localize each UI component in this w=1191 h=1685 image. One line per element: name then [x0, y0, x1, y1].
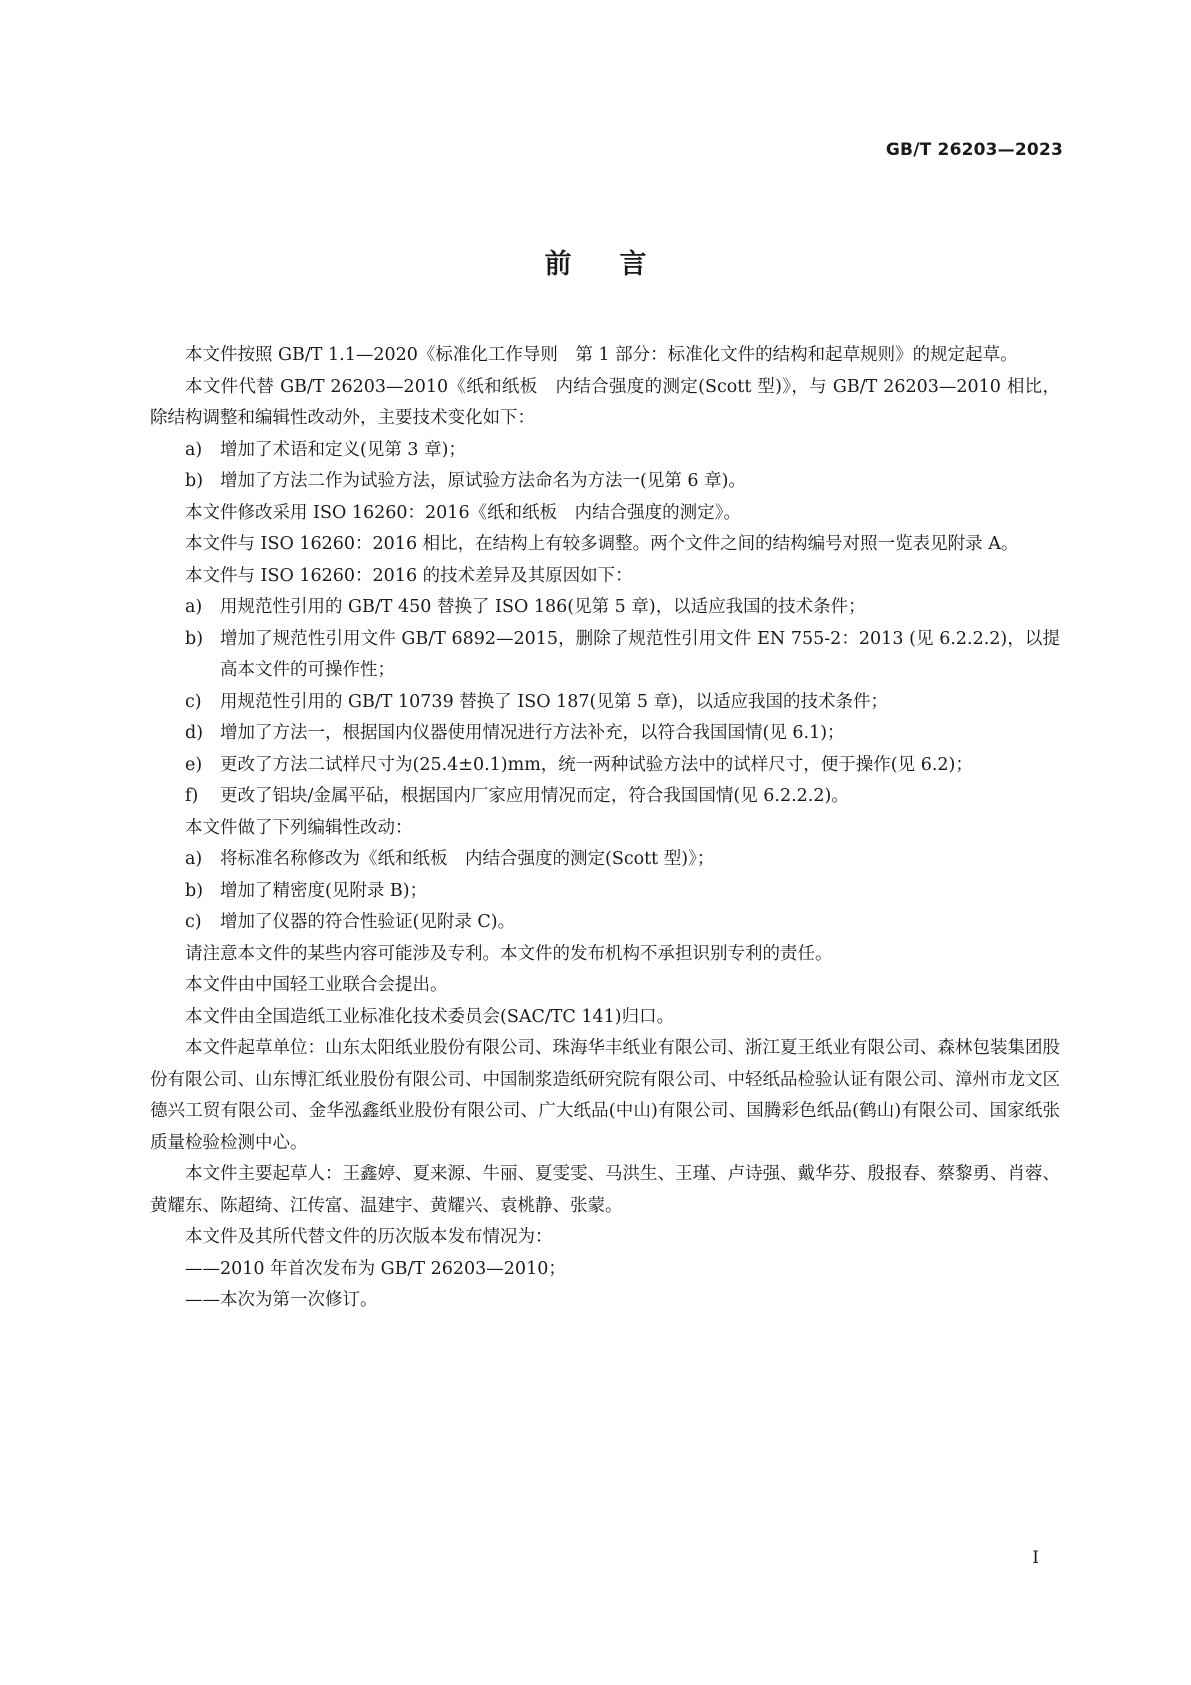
paragraph-iso-adoption: 本文件修改采用 ISO 16260：2016《纸和纸板 内结合强度的测定》。	[185, 502, 741, 523]
list-item	[150, 750, 1060, 782]
history-list	[150, 1254, 1060, 1317]
list-item	[150, 844, 1060, 876]
standard-code: GB/T 26203—2023	[885, 140, 1063, 160]
history-item: ——本次为第一次修订。	[185, 1290, 378, 1310]
paragraph-drafting-units: 本文件起草单位：山东太阳纸业股份有限公司、珠海华丰纸业有限公司、浙江夏王纸业有限公司、森林包装集团股份有限公司、山东博汇纸业股份有限公司、中国制浆造纸研究院有限公司、中轻纸品检验认证有限公司、漳州市龙文区德兴工贸有限公司、金华泓鑫纸业股份有限公司、广大纸品(中山)有限公司、国腾彩色纸品(鹤山)有限公司、国家纸张质量检验检测中心。	[150, 1038, 1060, 1153]
list-item	[150, 718, 1060, 750]
list-marker: b)	[185, 880, 204, 901]
list-marker: e)	[185, 754, 203, 775]
list-item	[150, 876, 1060, 908]
list-marker: b)	[185, 471, 204, 491]
list-item-text: 增加了规范性引用文件 GB/T 6892—2015，删除了规范性引用文件 EN 755-2：2013 (见 6.2.2.2)，以提高本文件的可操作性；	[220, 628, 1060, 680]
page-number: I	[1032, 1548, 1039, 1568]
paragraph-version-history: 本文件及其所代替文件的历次版本发布情况为：	[185, 1227, 553, 1247]
list-item	[150, 687, 1060, 719]
paragraph-tech-differences: 本文件与 ISO 16260：2016 的技术差异及其原因如下：	[185, 565, 633, 586]
list-item	[150, 781, 1060, 813]
page-title: 前言	[544, 249, 695, 280]
list-marker: a)	[185, 439, 203, 460]
list-item-text: 增加了方法一，根据国内仪器使用情况进行方法补充，以符合我国国情(见 6.1)；	[220, 723, 845, 743]
list-marker: a)	[185, 597, 203, 617]
list-item-text: 增加了术语和定义(见第 3 章)；	[220, 439, 466, 460]
paragraph-editorial-changes: 本文件做了下列编辑性改动：	[185, 817, 413, 838]
list-item-text: 用规范性引用的 GB/T 450 替换了 ISO 186(见第 5 章)，以适应我国的技术条件；	[220, 597, 866, 617]
foreword-body	[150, 340, 1060, 1317]
list-item-text: 将标准名称修改为《纸和纸板 内结合强度的测定(Scott 型)》；	[220, 849, 715, 869]
list-item	[150, 435, 1060, 467]
list-marker: d)	[185, 723, 204, 743]
paragraph-replaces: 本文件代替 GB/T 26203—2010《纸和纸板 内结合强度的测定(Scott 型)》，与 GB/T 26203—2010 相比，除结构调整和编辑性改动外，主要技术变化如下：	[150, 376, 1060, 428]
paragraph-technical-committee: 本文件由全国造纸工业标准化技术委员会(SAC/TC 141)归口。	[185, 1006, 675, 1027]
paragraph-drafters: 本文件主要起草人：王鑫婷、夏来源、牛丽、夏雯雯、马洪生、王瑾、卢诗强、戴华芬、殷报春、蔡黎勇、肖蓉、黄耀东、陈超绮、江传富、温建宇、黄耀兴、袁桃静、张蒙。	[150, 1164, 1060, 1216]
list-item-text: 用规范性引用的 GB/T 10739 替换了 ISO 187(见第 5 章)，以适应我国的技术条件；	[220, 691, 888, 712]
list-marker: b)	[185, 628, 204, 649]
list-item-text: 增加了方法二作为试验方法，原试验方法命名为方法一(见第 6 章)。	[220, 471, 746, 491]
editorial-list	[150, 844, 1060, 939]
paragraph-structure: 本文件与 ISO 16260：2016 相比，在结构上有较多调整。两个文件之间的结构编号对照一览表见附录 A。	[185, 534, 1019, 554]
list-marker: a)	[185, 849, 203, 869]
list-marker: c)	[185, 691, 202, 712]
list-item-text: 更改了铝块/金属平砧，根据国内厂家应用情况而定，符合我国国情(见 6.2.2.2)。	[220, 786, 849, 806]
list-item-text: 更改了方法二试样尺寸为(25.4±0.1)mm，统一两种试验方法中的试样尺寸，便于操作(见 6.2)；	[220, 754, 973, 775]
list-item-text: 增加了精密度(见附录 B)；	[220, 880, 428, 901]
history-item: ——2010 年首次发布为 GB/T 26203—2010；	[185, 1258, 566, 1279]
list-item	[150, 466, 1060, 498]
differences-list	[150, 592, 1060, 813]
list-item	[150, 907, 1060, 939]
list-marker: c)	[185, 912, 202, 932]
paragraph-proposed-by: 本文件由中国轻工业联合会提出。	[185, 975, 448, 995]
list-item	[150, 624, 1060, 687]
paragraph-drafting-rules: 本文件按照 GB/T 1.1—2020《标准化工作导则 第 1 部分：标准化文件的结构和起草规则》的规定起草。	[185, 345, 1018, 365]
list-item-text: 增加了仪器的符合性验证(见附录 C)。	[220, 912, 516, 932]
changes-list	[150, 435, 1060, 498]
list-marker: f)	[185, 786, 199, 806]
paragraph-patent-notice: 请注意本文件的某些内容可能涉及专利。本文件的发布机构不承担识别专利的责任。	[185, 943, 833, 964]
list-item	[150, 592, 1060, 624]
